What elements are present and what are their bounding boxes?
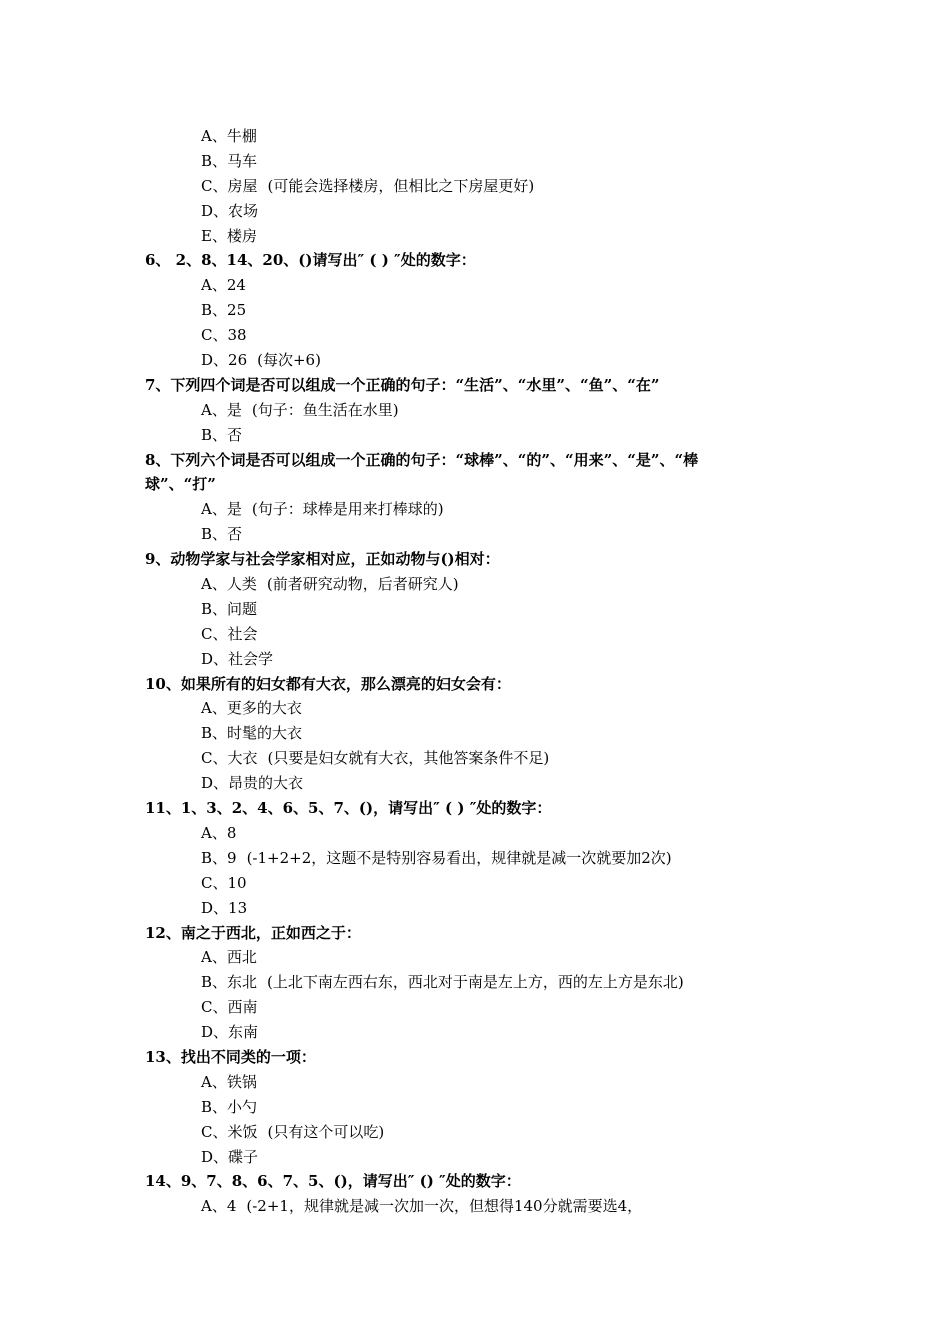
option-line <box>0 945 950 970</box>
option-text: C、10 <box>201 873 247 892</box>
option-line <box>0 970 950 995</box>
option-text: B、问题 <box>201 599 258 618</box>
option-line <box>0 721 950 746</box>
question-line <box>0 1169 950 1194</box>
option-text: B、否 <box>201 425 243 444</box>
question-text: 13、找出不同类的一项： <box>145 1047 316 1066</box>
option-line <box>0 1120 950 1145</box>
option-text: D、农场 <box>201 201 259 220</box>
answer-note: (-2+1，规律就是减一次加一次，但想得140分就需要选4， <box>246 1197 643 1216</box>
option-text: A、24 <box>201 276 246 295</box>
question-line <box>0 472 950 497</box>
option-line <box>0 199 950 224</box>
option-text: B、9 <box>201 848 237 867</box>
question-text: 10、如果所有的妇女都有大衣，那么漂亮的妇女会有： <box>145 674 511 693</box>
option-text: D、昂贵的大衣 <box>201 774 304 793</box>
option-text: A、是 <box>201 500 242 519</box>
option-text: B、马车 <box>201 151 258 170</box>
answer-note: (只要是妇女就有大衣，其他答案条件不足) <box>267 749 550 768</box>
option-text: A、4 <box>201 1197 237 1216</box>
option-line <box>0 1070 950 1095</box>
document-page <box>0 124 950 1219</box>
option-line <box>0 224 950 249</box>
answer-note: (前者研究动物，后者研究人) <box>266 575 459 594</box>
option-line <box>0 1145 950 1170</box>
question-text: 7、下列四个词是否可以组成一个正确的句子：“生活”、“水里”、“鱼”、“在” <box>145 375 660 394</box>
question-text: 6、 2、8、14、20、()请写出″ ( ) ″处的数字： <box>145 251 476 270</box>
option-line <box>0 497 950 522</box>
option-line <box>0 174 950 199</box>
answer-note: (只有这个可以吃) <box>267 1122 385 1141</box>
option-line <box>0 398 950 423</box>
option-text: C、房屋 <box>201 176 258 195</box>
option-line <box>0 273 950 298</box>
option-line <box>0 423 950 448</box>
answer-note: (句子：球棒是用来打棒球的) <box>251 500 444 519</box>
option-text: A、铁锅 <box>201 1072 257 1091</box>
option-line <box>0 896 950 921</box>
option-text: C、38 <box>201 326 247 345</box>
question-line <box>0 373 950 398</box>
answer-note: (可能会选择楼房，但相比之下房屋更好) <box>267 176 535 195</box>
answer-note: (句子：鱼生活在水里) <box>251 400 399 419</box>
answer-note: (-1+2+2，这题不是特别容易看出，规律就是减一次就要加2次) <box>246 848 672 867</box>
option-line <box>0 1194 950 1219</box>
question-text: 8、下列六个词是否可以组成一个正确的句子：“球棒”、“的”、“用来”、“是”、“棒 <box>145 450 699 469</box>
question-line <box>0 448 950 473</box>
option-text: A、西北 <box>201 948 257 967</box>
question-line <box>0 248 950 273</box>
option-line <box>0 149 950 174</box>
option-text: D、26 <box>201 351 248 370</box>
option-text: A、是 <box>201 400 242 419</box>
option-line <box>0 522 950 547</box>
option-text: B、否 <box>201 525 243 544</box>
question-text: 球”、“打” <box>145 475 216 494</box>
answer-note: (每次+6) <box>257 351 321 370</box>
option-line <box>0 821 950 846</box>
option-line <box>0 771 950 796</box>
option-text: C、大衣 <box>201 749 258 768</box>
option-text: A、8 <box>201 823 237 842</box>
option-line <box>0 696 950 721</box>
option-text: A、人类 <box>201 575 257 594</box>
option-line <box>0 572 950 597</box>
option-text: D、13 <box>201 898 248 917</box>
option-line <box>0 1020 950 1045</box>
option-text: B、时髦的大衣 <box>201 724 303 743</box>
option-text: D、东南 <box>201 1023 259 1042</box>
question-line <box>0 796 950 821</box>
option-line <box>0 323 950 348</box>
question-text: 11、1、3、2、4、6、5、7、()，请写出″ ( ) ″处的数字： <box>145 799 552 818</box>
question-text: 12、南之于西北，正如西之于： <box>145 923 361 942</box>
option-line <box>0 871 950 896</box>
option-line <box>0 298 950 323</box>
option-text: D、社会学 <box>201 649 274 668</box>
option-line <box>0 1095 950 1120</box>
question-line <box>0 1045 950 1070</box>
question-text: 9、动物学家与社会学家相对应，正如动物与()相对： <box>145 550 500 569</box>
option-text: C、西南 <box>201 998 258 1017</box>
answer-note: (上北下南左西右东，西北对于南是左上方，西的左上方是东北) <box>267 973 684 992</box>
option-line <box>0 647 950 672</box>
option-text: A、牛棚 <box>201 127 257 145</box>
option-line <box>0 124 950 149</box>
question-line <box>0 547 950 572</box>
option-text: D、碟子 <box>201 1147 259 1166</box>
question-text: 14、9、7、8、6、7、5、()，请写出″ () ″处的数字： <box>145 1172 521 1191</box>
option-text: B、小勺 <box>201 1097 258 1116</box>
option-line <box>0 622 950 647</box>
option-line <box>0 846 950 871</box>
option-line <box>0 995 950 1020</box>
option-line <box>0 746 950 771</box>
option-text: A、更多的大衣 <box>201 699 302 718</box>
option-text: C、社会 <box>201 624 258 643</box>
option-text: B、25 <box>201 301 247 320</box>
question-line <box>0 921 950 946</box>
option-line <box>0 597 950 622</box>
option-text: B、东北 <box>201 973 258 992</box>
option-line <box>0 348 950 373</box>
option-text: E、楼房 <box>201 226 257 245</box>
option-text: C、米饭 <box>201 1122 258 1141</box>
question-line <box>0 672 950 697</box>
